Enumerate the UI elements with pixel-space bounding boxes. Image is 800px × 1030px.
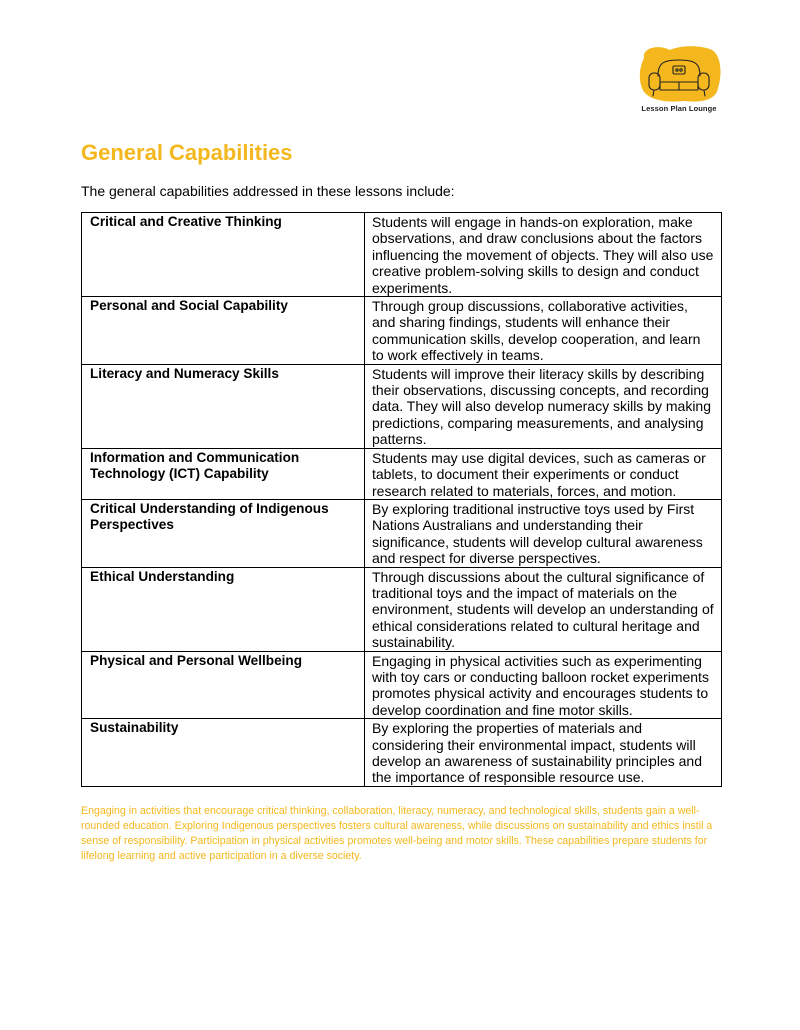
brand-logo: [636, 46, 722, 118]
capabilities-table: [81, 212, 722, 787]
capability-description: By exploring traditional instructive toys used by First Nations Australians and understanding their significance, students will develop cultural awareness and respect for diverse perspectives.: [365, 499, 722, 567]
logo-text: Lesson Plan Lounge: [641, 104, 717, 113]
capability-description: Through discussions about the cultural significance of traditional toys and the impact of materials on the environment, students will develop an understanding of ethical considerations related to cultural heritage and sustainability.: [365, 567, 722, 651]
capability-description: Through group discussions, collaborative activities, and sharing findings, students will enhance their communication skills, develop cooperation, and learn to work effectively in teams.: [365, 297, 722, 365]
summary-paragraph: Engaging in activities that encourage critical thinking, collaboration, literacy, numeracy, and technological skills, students gain a well-rounded education. Exploring Indigenous perspectives fosters cultural awareness, while discussions on sustainability and ethics instil a sense of responsibility. Participation in physical activities promotes well-being and motor skills. These capabilities prepare students for lifelong learning and active participation in a diverse society.: [81, 805, 713, 862]
capability-name: Personal and Social Capability: [82, 297, 365, 365]
capability-name: Literacy and Numeracy Skills: [82, 364, 365, 448]
armchair-icon: [636, 46, 722, 104]
table-row: [82, 567, 722, 651]
table-row: [82, 364, 722, 448]
capability-name: Information and Communication Technology (ICT) Capability: [82, 448, 365, 499]
capability-name: Critical and Creative Thinking: [82, 213, 365, 297]
capability-description: Students may use digital devices, such as cameras or tablets, to document their experiments or conduct research related to materials, forces, and motion.: [365, 448, 722, 499]
capability-name: Sustainability: [82, 719, 365, 787]
intro-text: The general capabilities addressed in these lessons include:: [81, 183, 455, 199]
table-row: [82, 719, 722, 787]
table-row: [82, 651, 722, 719]
capability-description: Engaging in physical activities such as experimenting with toy cars or conducting balloon rocket experiments promotes physical activity and encourages students to develop coordination and fine motor skills.: [365, 651, 722, 719]
capability-name: Critical Understanding of Indigenous Perspectives: [82, 499, 365, 567]
table-row: [82, 297, 722, 365]
capability-description: By exploring the properties of materials and considering their environmental impact, students will develop an awareness of sustainability principles and the importance of responsible resource use.: [365, 719, 722, 787]
capability-description: Students will engage in hands-on exploration, make observations, and draw conclusions about the factors influencing the movement of objects. They will also use creative problem-solving skills to design and conduct experiments.: [365, 213, 722, 297]
table-row: [82, 499, 722, 567]
table-row: [82, 213, 722, 297]
table-row: [82, 448, 722, 499]
capability-name: Physical and Personal Wellbeing: [82, 651, 365, 719]
capability-name: Ethical Understanding: [82, 567, 365, 651]
capability-description: Students will improve their literacy skills by describing their observations, discussing concepts, and recording data. They will also develop numeracy skills by making predictions, comparing measurements, and analysing patterns.: [365, 364, 722, 448]
page-title: General Capabilities: [81, 140, 293, 165]
